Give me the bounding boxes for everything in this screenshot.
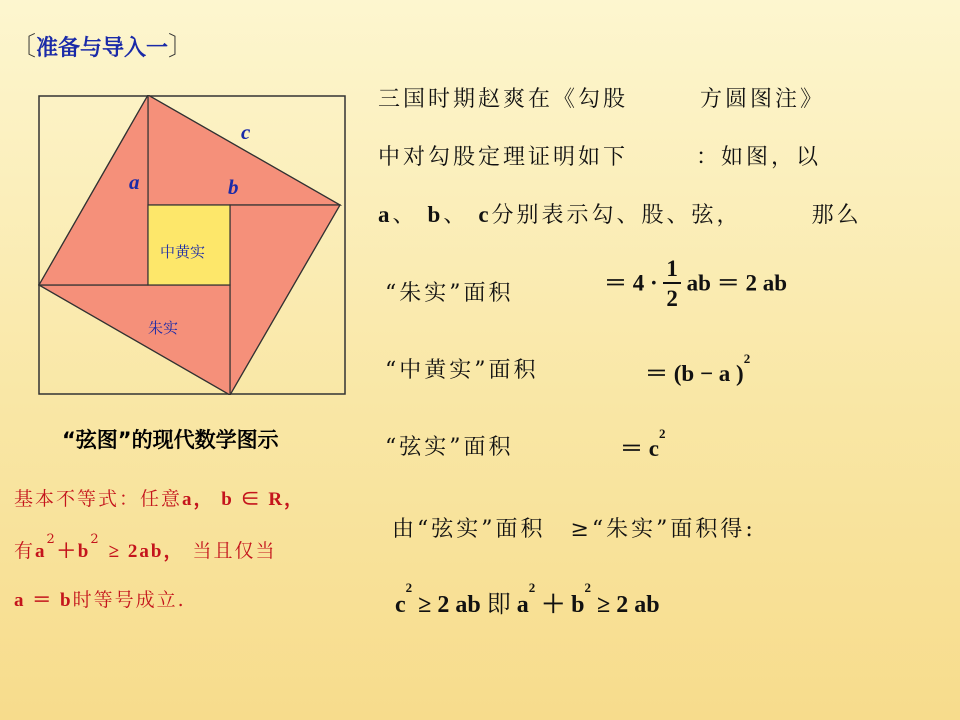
eq1-formula: ＝ 4 · $\frac{1}{2}$ ab ＝ 2 ab xyxy=(604,256,787,314)
inequality-line-3: a ＝ b时等号成立. xyxy=(14,589,186,611)
diagram-caption: “弦图”的现代数学图示 xyxy=(62,428,279,452)
bracket-close: 〕 xyxy=(168,32,195,62)
hypotenuse-diagram xyxy=(38,95,348,395)
inequality-line-2: 有$a^2+b^2 \ge 2ab$， 当且仅当 xyxy=(14,532,277,562)
final-inequality: $c^2 \ge 2$ ab 即 $a^2 + b^2 \ge 2$ ab xyxy=(395,580,660,618)
center-label: 中黄实 xyxy=(160,243,206,261)
label-c: c xyxy=(241,120,251,144)
eq3-formula: ＝ $c^2$ xyxy=(620,426,666,461)
eq1-label: “朱实”面积 xyxy=(385,281,514,306)
fraction: $\frac{1}{2}$ xyxy=(663,256,681,314)
intro-line-3: a、 b、 c分别表示勾、股、弦， 那么 xyxy=(378,202,862,228)
intro-line-1: 三国时期赵爽在《勾股 方圆图注》 xyxy=(378,87,826,112)
intro-line-2: 中对勾股定理证明如下 ：如图，以 xyxy=(378,145,822,170)
conclusion-line: 由“弦实”面积 ≥“朱实”面积得: xyxy=(392,517,756,542)
bracket-open: 〔 xyxy=(10,32,37,62)
label-b: b xyxy=(228,175,239,199)
eq2-label: “中黄实”面积 xyxy=(385,358,539,383)
section-title: 准备与导入一 xyxy=(36,36,169,61)
eq3-label: “弦实”面积 xyxy=(385,435,514,460)
section-header xyxy=(10,26,194,63)
bottom-label: 朱实 xyxy=(148,319,179,337)
label-a: a xyxy=(129,170,140,194)
inequality-line-1: 基本不等式：任意a， b ∈ R， xyxy=(14,488,306,510)
eq2-formula: ＝ (b − a )$^2$ xyxy=(645,351,751,386)
